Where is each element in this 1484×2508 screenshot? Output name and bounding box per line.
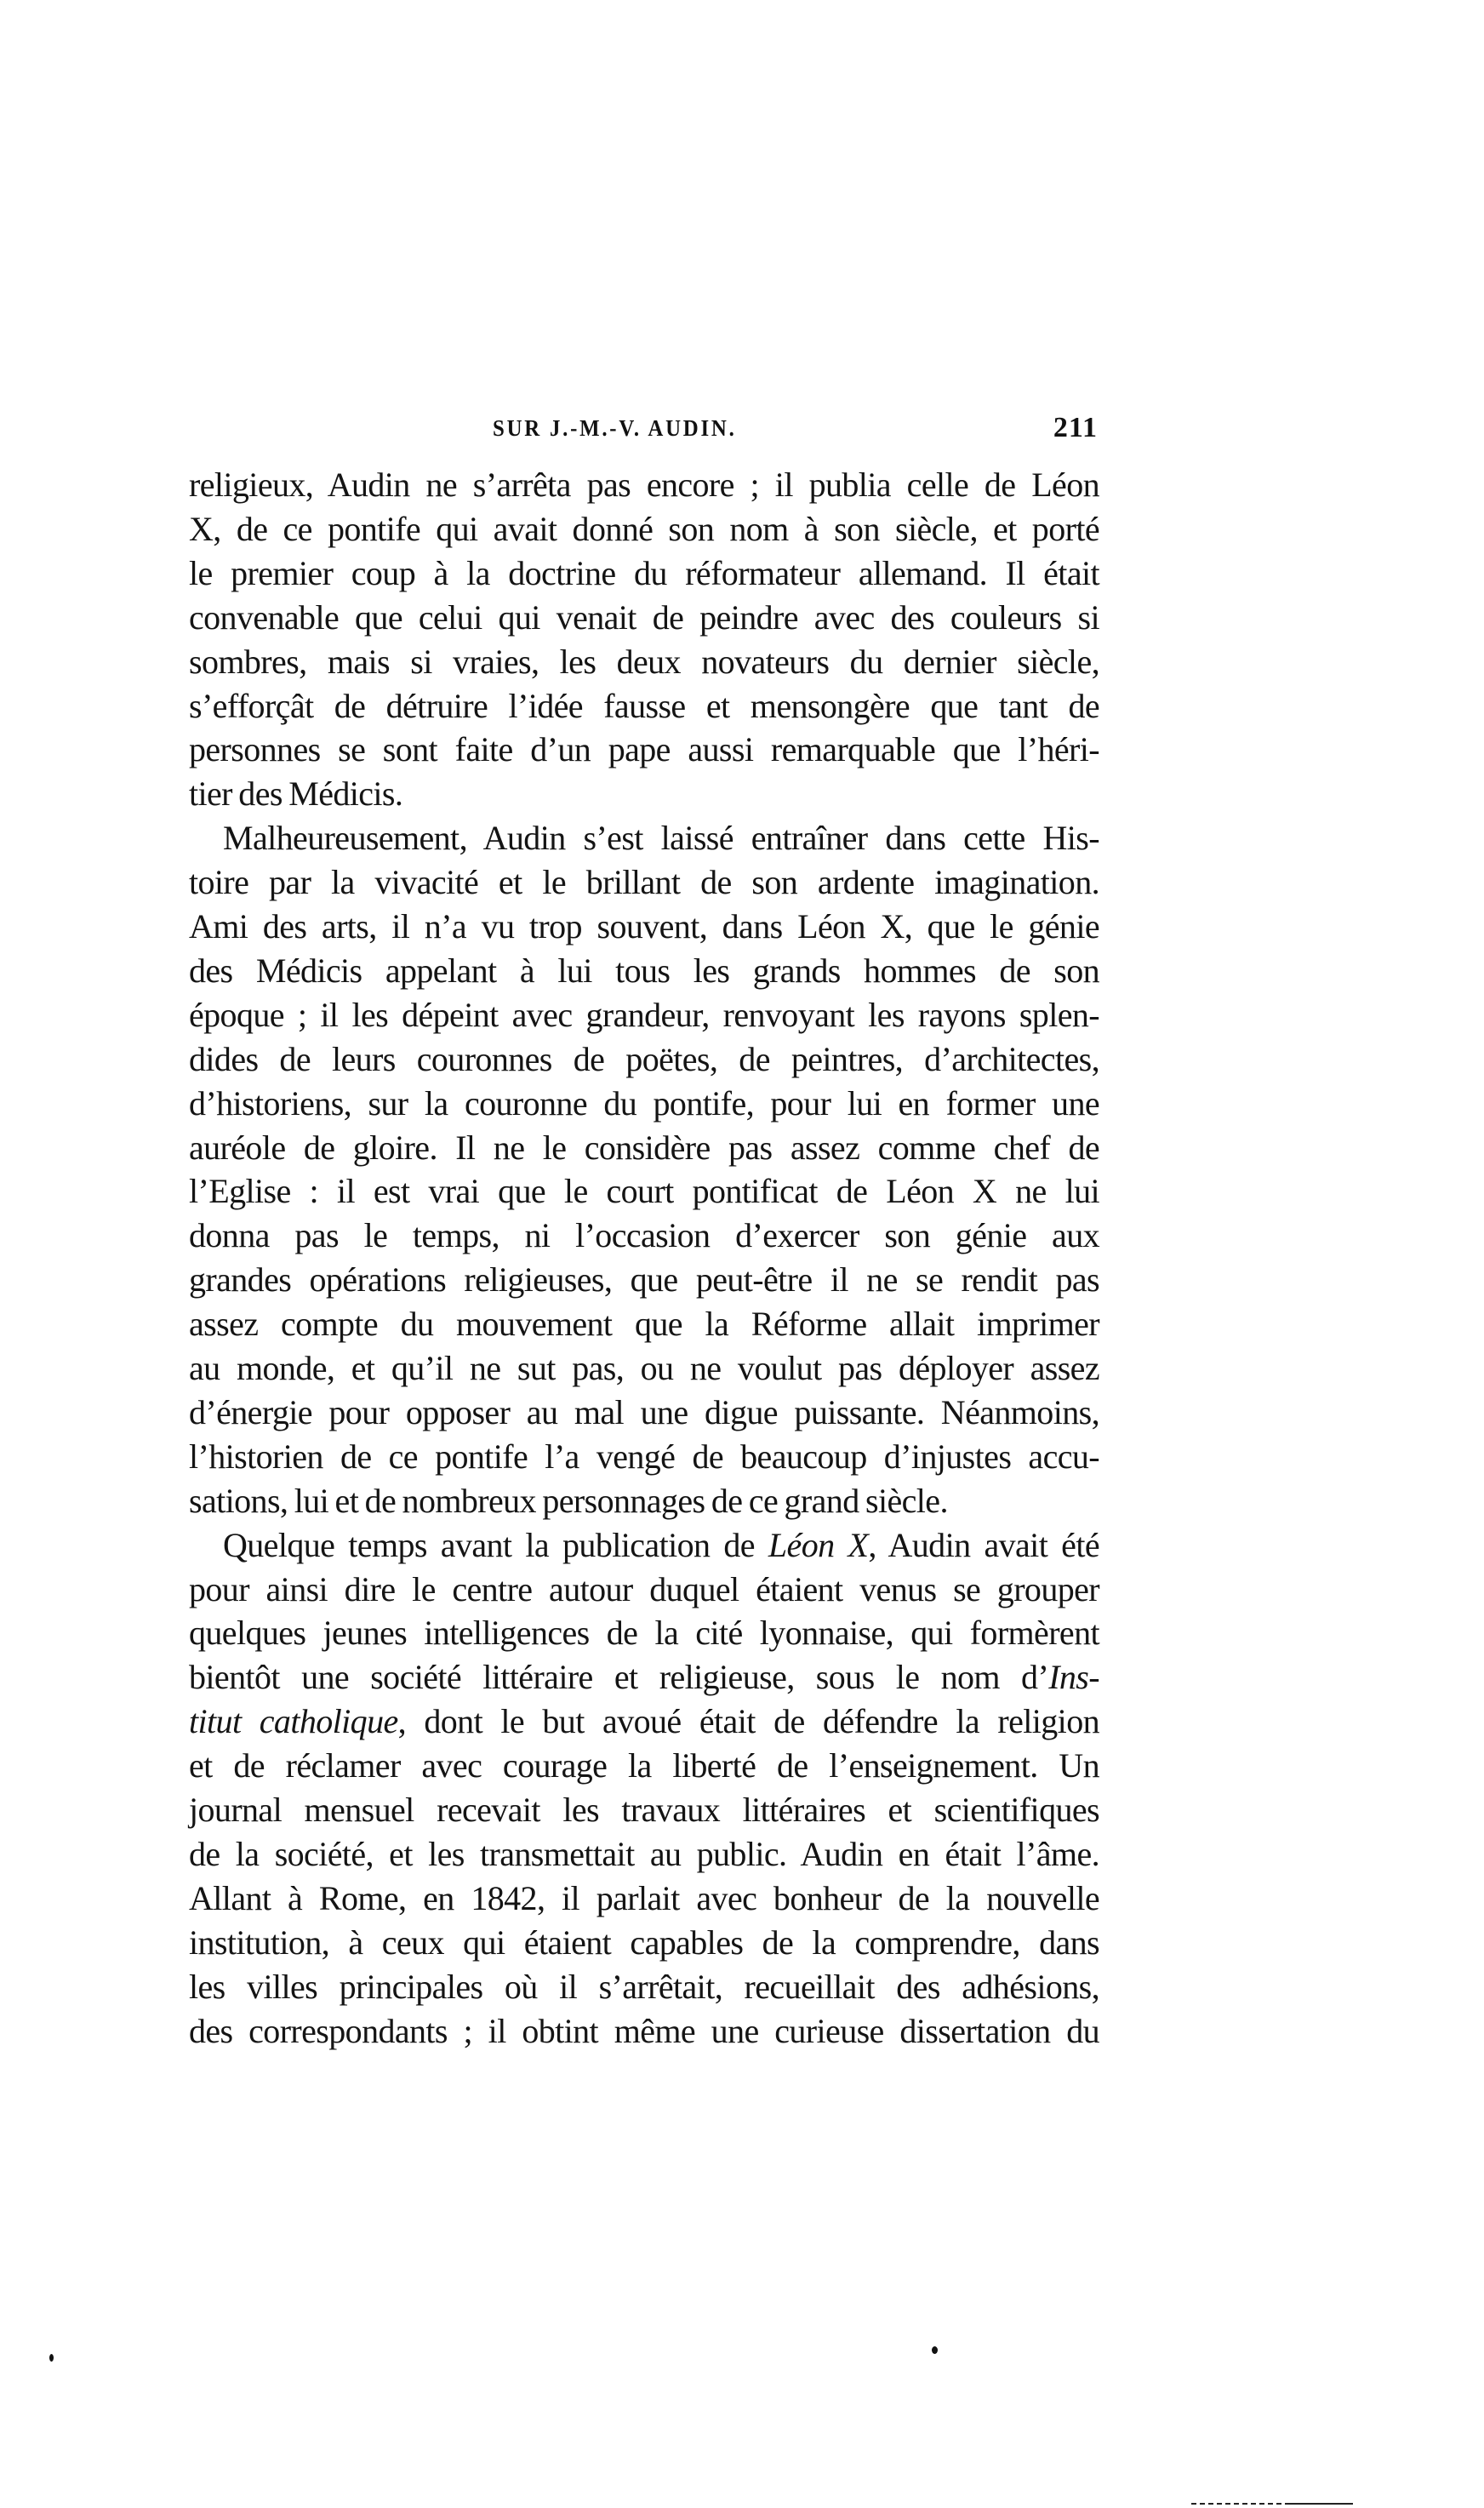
text-line: le premier coup à la doctrine du réformateur allemand. Il était xyxy=(189,553,1099,592)
text-line: toire par la vivacité et le brillant de son ardente imagination. xyxy=(189,863,1099,902)
text-line: grandes opérations religieuses, que peut-être il ne se rendit pas xyxy=(189,1260,1099,1300)
scan-edge-rule-solid xyxy=(1289,2503,1353,2505)
page-number: 211 xyxy=(1053,412,1098,443)
text-line: d’énergie pour opposer au mal une digue puissante. Néanmoins, xyxy=(189,1392,1099,1431)
text-line: X, de ce pontife qui avait donné son nom à son siècle, et porté xyxy=(189,509,1099,548)
text-line: assez compte du mouvement que la Réforme allait imprimer xyxy=(189,1305,1099,1344)
text-line: Ami des arts, il n’a vu trop souvent, dans Léon X, que le génie xyxy=(189,907,1099,945)
text-line: s’efforçât de détruire l’idée fausse et mensongère que tant de xyxy=(189,686,1099,725)
text-line: tier des Médicis. xyxy=(189,774,403,814)
scan-speck xyxy=(932,2346,938,2354)
text-line: quelques jeunes intelligences de la cité lyonnaise, qui formèrent xyxy=(189,1614,1099,1653)
text-line: sombres, mais si vraies, les deux novateurs du dernier siècle, xyxy=(189,642,1099,681)
text-line: titut catholique, dont le but avoué était de défendre la religion xyxy=(189,1702,1099,1741)
running-head-title: SUR J.-M.-V. AUDIN. xyxy=(493,415,737,441)
text-line: Malheureusement, Audin s’est laissé entraîner dans cette His- xyxy=(223,819,1099,858)
text-line: les villes principales où il s’arrêtait, recueillait des adhésions, xyxy=(189,1967,1099,2006)
text-line: des Médicis appelant à lui tous les grands hommes de son xyxy=(189,951,1099,990)
text-line: convenable que celui qui venait de peindre avec des couleurs si xyxy=(189,597,1099,637)
text-line: Allant à Rome, en 1842, il parlait avec bonheur de la nouvelle xyxy=(189,1878,1099,1917)
text-line: l’Eglise : il est vrai que le court pontificat de Léon X ne lui xyxy=(189,1172,1099,1211)
text-line: sations, lui et de nombreux personnages de ce grand siècle. xyxy=(189,1481,948,1520)
text-line: au monde, et qu’il ne sut pas, ou ne voulut pas déployer assez xyxy=(189,1349,1099,1387)
text-line: Quelque temps avant la publication de Léon X, Audin avait été xyxy=(223,1525,1099,1564)
text-line: dides de leurs couronnes de poëtes, de peintres, d’architectes, xyxy=(189,1039,1099,1078)
text-line: époque ; il les dépeint avec grandeur, renvoyant les rayons splen- xyxy=(189,995,1099,1034)
text-line: des correspondants ; il obtint même une curieuse dissertation du xyxy=(189,2011,1099,2050)
text-line: pour ainsi dire le centre autour duquel étaient venus se grouper xyxy=(189,1569,1099,1608)
scan-speck xyxy=(49,2354,54,2362)
text-line: l’historien de ce pontife l’a vengé de beaucoup d’injustes accu- xyxy=(189,1437,1099,1476)
text-line: de la société, et les transmettait au public. Audin en était l’âme. xyxy=(189,1834,1099,1873)
text-line: bientôt une société littéraire et religieuse, sous le nom d’Ins- xyxy=(189,1658,1099,1697)
text-line: religieux, Audin ne s’arrêta pas encore ; il publia celle de Léon xyxy=(189,466,1099,504)
text-line: auréole de gloire. Il ne le considère pas assez comme chef de xyxy=(189,1128,1099,1167)
text-line: donna pas le temps, ni l’occasion d’exercer son génie aux xyxy=(189,1216,1099,1255)
running-head xyxy=(189,412,1099,449)
text-line: d’historiens, sur la couronne du pontife, pour lui en former une xyxy=(189,1083,1099,1123)
text-line: institution, à ceux qui étaient capables de la comprendre, dans xyxy=(189,1922,1099,1962)
text-line: personnes se sont faite d’un pape aussi remarquable que l’héri- xyxy=(189,730,1099,769)
text-line: journal mensuel recevait les travaux littéraires et scientifiques xyxy=(189,1791,1099,1829)
text-line: et de réclamer avec courage la liberté de l’enseignement. Un xyxy=(189,1746,1099,1785)
